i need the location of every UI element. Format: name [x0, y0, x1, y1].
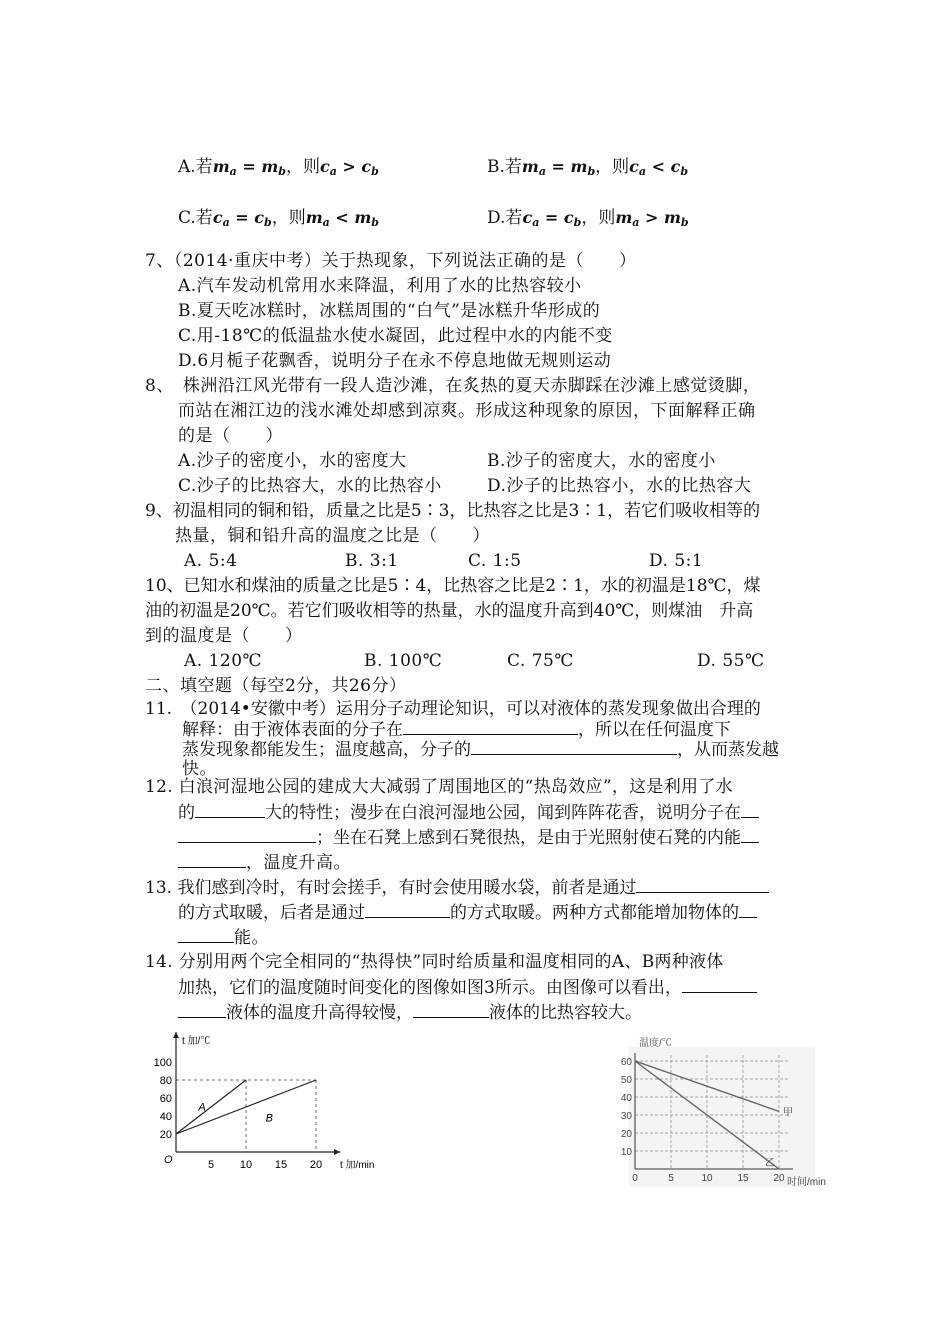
- q14-blank-2[interactable]: [413, 1001, 489, 1018]
- q13-blank-3a[interactable]: [739, 901, 757, 918]
- q12-blank-2a[interactable]: [741, 801, 759, 818]
- q12-line-3: ；坐在石凳上感到石凳很热，是由于光照射使石凳的内能: [178, 826, 759, 849]
- q10-option-a: A. 120℃: [184, 651, 263, 671]
- q11-line-1: 11. （2014•安徽中考）运用分子动理论知识，可以对液体的蒸发现象做出合理的: [145, 699, 761, 719]
- chart2-y-tick: 50: [620, 1075, 632, 1086]
- q12-blank-3b[interactable]: [178, 851, 246, 868]
- q8-option-c: C.沙子的比热容大，水的比热容小: [178, 476, 442, 496]
- chart2-x-tick: 10: [701, 1173, 713, 1184]
- q14-line-2: 加热，它们的温度随时间变化的图像如图3所示。由图像可以看出，: [178, 976, 757, 999]
- q11-line-3: 蒸发现象都能发生；温度越高，分子的 ，从而蒸发越: [182, 740, 779, 760]
- q14-blank-1a[interactable]: [682, 976, 757, 993]
- q10-line-2: 油的初温是20℃。若它们吸收相等的热量，水的温度升高到40℃，则煤油 升高: [145, 601, 754, 621]
- chart1-y-tick: 60: [159, 1093, 172, 1105]
- section-2-heading: 二、填空题（每空2分，共26分）: [145, 676, 407, 696]
- q14-line-1: 14. 分别用两个完全相同的“热得快”同时给质量和温度相同的A、B两种液体: [145, 952, 724, 972]
- q14-blank-1b[interactable]: [178, 1001, 226, 1018]
- q13-line-1: 13. 我们感到冷时，有时会搓手，有时会使用暖水袋，前者是通过: [145, 876, 769, 899]
- q10-line-3: 到的温度是（ ）: [145, 626, 303, 646]
- q6-option-c: C.若$c_a = c_b$，则$m_a < m_b$: [178, 208, 379, 229]
- chart1-y-arrow: [173, 1032, 179, 1038]
- q9-option-b: B. 3:1: [345, 551, 399, 571]
- chart1-y-label: t 加/℃: [182, 1036, 211, 1047]
- chart2-y-tick: 60: [620, 1057, 632, 1068]
- chart1-x-tick: 10: [239, 1159, 253, 1171]
- q11-line-4: 快。: [182, 759, 217, 779]
- q12-line-2: 的 大的特性；漫步在白浪河湿地公园，闻到阵阵花香，说明分子在: [178, 801, 759, 824]
- chart-heating-ab: [150, 1028, 390, 1178]
- chart2-y-tick: 10: [620, 1147, 632, 1158]
- chart2-x-tick: 20: [773, 1173, 785, 1184]
- q11-blank-2[interactable]: [471, 738, 677, 755]
- q8-option-d: D.沙子的比热容小，水的比热容大: [487, 476, 752, 496]
- q9-line-2: 热量，铜和铅升高的温度之比是（ ）: [175, 526, 490, 546]
- q8-option-b: B.沙子的密度大，水的密度小: [487, 451, 716, 471]
- q12-blank-1[interactable]: [195, 801, 265, 818]
- q7-option-b: B.夏天吃冰糕时，冰糕周围的“白气”是冰糕升华形成的: [178, 301, 601, 321]
- q10-option-b: B. 100℃: [364, 651, 443, 671]
- q6-option-a: A.若$m_a = m_b$，则$c_a > c_b$: [178, 157, 379, 178]
- chart2-y-tick: 40: [620, 1093, 632, 1104]
- chart2-y-tick: 30: [620, 1111, 632, 1122]
- q6-option-d: D.若$c_a = c_b$，则$m_a > m_b$: [487, 208, 689, 229]
- q13-line-2: 的方式取暖，后者是通过 的方式取暖。两种方式都能增加物体的: [178, 901, 757, 924]
- chart1-x-tick: 20: [309, 1159, 323, 1171]
- q10-option-c: C. 75℃: [507, 651, 574, 671]
- chart2-x-label: 时间/min: [787, 1177, 826, 1188]
- q8-line-3: 的是（ ）: [178, 426, 283, 446]
- chart2-y-tick: 20: [620, 1129, 632, 1140]
- chart1-origin: O: [164, 1154, 173, 1166]
- chart1-series-label-A: A: [198, 1101, 206, 1114]
- q8-line-2: 而站在湘江边的浅水滩处却感到凉爽。形成这种现象的原因，下面解释正确: [178, 401, 756, 421]
- q12-line-4: ，温度升高。: [178, 851, 351, 874]
- chart2-y-label: 温度/℃: [639, 1038, 672, 1049]
- q9-option-d: D. 5:1: [649, 551, 704, 571]
- q8-line-1: 8、 株洲沿江风光带有一段人造沙滩，在炙热的夏天赤脚踩在沙滩上感觉烫脚，: [145, 376, 761, 396]
- chart2-x-tick: 0: [632, 1173, 638, 1184]
- chart2-x-tick: 5: [668, 1173, 674, 1184]
- chart1-y-tick: 20: [159, 1129, 172, 1141]
- q10-option-d: D. 55℃: [697, 651, 765, 671]
- q13-blank-2[interactable]: [365, 901, 450, 918]
- q8-option-a: A.沙子的密度小，水的密度大: [178, 451, 407, 471]
- chart2-x-tick: 15: [737, 1173, 749, 1184]
- chart1-y-tick: 80: [159, 1075, 172, 1087]
- q7-option-c: C.用-18℃的低温盐水使水凝固，此过程中水的内能不变: [178, 326, 613, 346]
- q7-option-a: A.汽车发动机常用水来降温，利用了水的比热容较小: [178, 276, 582, 296]
- q12-blank-2b[interactable]: [178, 826, 316, 843]
- chart1-y-tick: 100: [153, 1057, 172, 1069]
- chart1-y-tick: 40: [159, 1111, 172, 1123]
- q14-line-3: 液体的温度升高得较慢， 液体的比热容较大。: [178, 1001, 642, 1024]
- q9-option-a: A. 5:4: [184, 551, 238, 571]
- chart1-x-tick: 15: [274, 1159, 288, 1171]
- chart1-series-label-B: B: [265, 1112, 273, 1125]
- q11-line-2: 解释：由于液体表面的分子在 ，所以在任何温度下: [182, 720, 731, 740]
- q10-line-1: 10、已知水和煤油的质量之比是5∶4，比热容之比是2∶1，水的初温是18℃，煤: [145, 576, 761, 596]
- chart2-series-label-yi: 乙: [765, 1158, 775, 1169]
- chart1-x-label: t 加/min: [340, 1160, 375, 1171]
- chart1-series-A: [176, 1080, 246, 1134]
- q6-option-b: B.若$m_a = m_b$，则$c_a < c_b$: [487, 157, 689, 178]
- chart-cooling: [615, 1036, 840, 1191]
- q9-option-c: C. 1:5: [468, 551, 522, 571]
- q12-line-1: 12. 白浪河湿地公园的建成大大减弱了周围地区的“热岛效应”，这是利用了水: [145, 777, 733, 797]
- q13-blank-1[interactable]: [636, 876, 769, 893]
- q13-line-3: 能。: [178, 926, 269, 949]
- chart1-x-tick: 5: [207, 1159, 215, 1171]
- chart1-x-arrow: [334, 1149, 340, 1155]
- q7-option-d: D.6月栀子花飘香，说明分子在永不停息地做无规则运动: [178, 351, 612, 371]
- q7-stem: 7、（2014·重庆中考）关于热现象，下列说法正确的是（ ）: [145, 251, 637, 271]
- chart2-series-label-jia: 甲: [783, 1107, 793, 1119]
- q12-blank-3a[interactable]: [741, 826, 759, 843]
- q13-blank-3b[interactable]: [178, 926, 234, 943]
- q11-blank-1[interactable]: [403, 718, 578, 735]
- q9-line-1: 9、初温相同的铜和铅，质量之比是5∶3，比热容之比是3∶1，若它们吸收相等的: [145, 501, 761, 521]
